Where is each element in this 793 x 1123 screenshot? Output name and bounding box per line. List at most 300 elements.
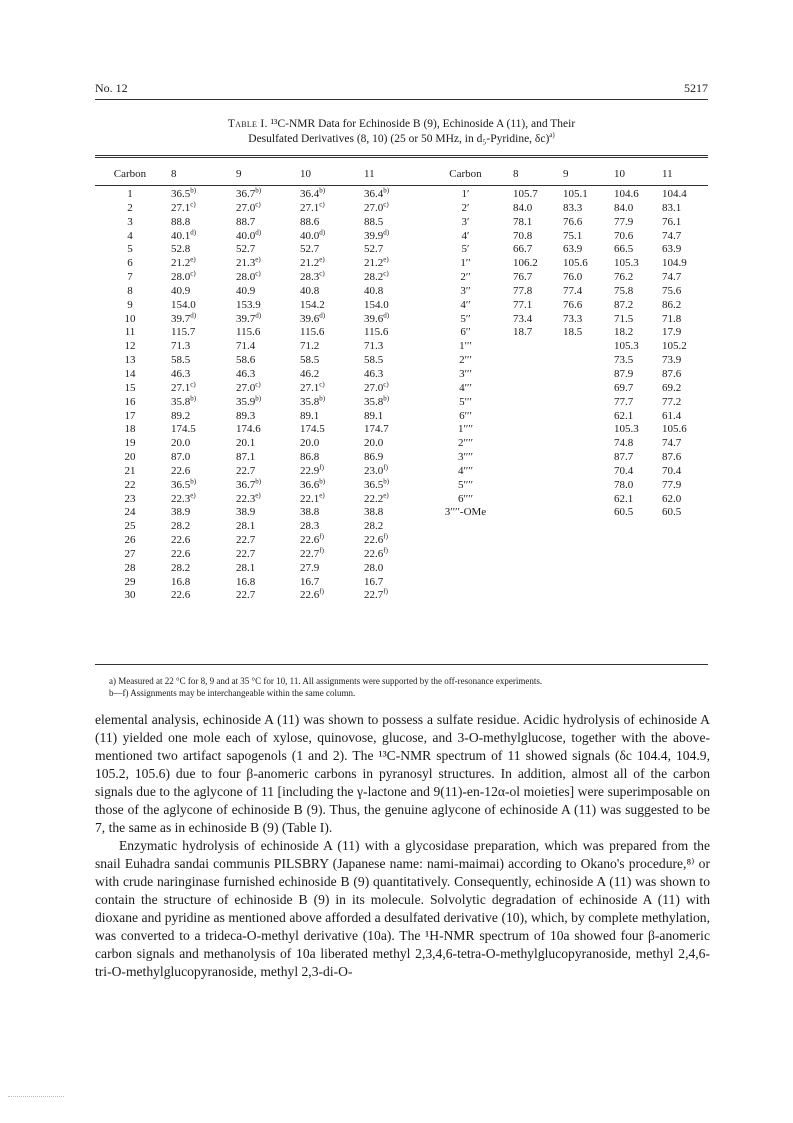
sugar-shift-cell (614, 562, 662, 576)
shift-value-cell (230, 188, 294, 202)
sugar-shift-cell: 86.2 (662, 298, 682, 311)
shift-value-cell (165, 396, 230, 410)
shift-value: 27.0 (236, 201, 256, 214)
shift-value-cell (294, 437, 358, 451)
shift-value-cell (165, 257, 230, 271)
sugar-shift-cell: 87.7 (614, 451, 634, 464)
shift-value-cell (165, 216, 230, 230)
shift-value-cell (294, 382, 358, 396)
shift-value: 46.2 (300, 367, 320, 380)
shift-value: 115.6 (300, 326, 325, 339)
shift-value-cell (358, 506, 418, 520)
carbon-number-cell: 20 (124, 451, 136, 464)
shift-value-cell (230, 562, 294, 576)
shift-value: 40.1 (171, 229, 191, 242)
carbon-number-cell: 21 (124, 464, 136, 477)
shift-value: 21.2 (364, 257, 384, 270)
header-carbon-left: Carbon (113, 167, 147, 180)
table-row (95, 243, 708, 257)
shift-value: 39.7 (171, 312, 191, 325)
carbon-number-cell: 3 (127, 215, 133, 228)
shift-value-cell (165, 490, 230, 507)
carbon-number-cell: 6 (127, 257, 133, 270)
assignment-mark: c) (383, 200, 389, 209)
assignment-mark: b) (383, 186, 390, 195)
assignment-mark: f) (383, 532, 388, 541)
sugar-shift-cell (614, 589, 662, 603)
shift-value: 16.8 (171, 575, 191, 588)
assignment-mark: e) (319, 490, 325, 499)
table-row (95, 423, 708, 437)
shift-value-cell (165, 437, 230, 451)
shift-value: 22.7 (300, 547, 320, 560)
sugar-shift-cell: 76.1 (662, 215, 682, 228)
carbon-number-cell: 18 (124, 423, 136, 436)
sugar-carbon-cell: 6′′ (460, 326, 471, 339)
table-header-row (95, 164, 708, 188)
shift-value-cell (294, 227, 358, 244)
shift-value-cell (294, 188, 358, 202)
sugar-shift-cell: 62.0 (662, 492, 682, 505)
shift-value-cell (165, 299, 230, 313)
sugar-shift-cell: 76.2 (614, 271, 634, 284)
sugar-shift-cell (563, 437, 614, 451)
table-row (95, 410, 708, 424)
table-footnotes (95, 675, 708, 699)
table-row (95, 285, 708, 299)
assignment-mark: f) (319, 532, 324, 541)
sugar-shift-cell (513, 396, 563, 410)
sugar-shift-cell: 77.9 (614, 215, 634, 228)
sugar-shift-cell (513, 493, 563, 507)
sugar-shift-cell: 69.7 (614, 381, 634, 394)
sugar-shift-cell: 77.4 (563, 284, 583, 297)
sugar-shift-cell (513, 576, 563, 590)
sugar-shift-cell: 105.6 (662, 423, 687, 436)
body-text (95, 711, 710, 981)
assignment-mark: c) (319, 380, 325, 389)
shift-value-cell (358, 340, 418, 354)
shift-value: 39.9 (364, 229, 384, 242)
header-compound-9-right: 9 (563, 167, 569, 180)
shift-value-cell (358, 562, 418, 576)
shift-value: 23.0 (364, 464, 384, 477)
shift-value: 22.9 (300, 464, 320, 477)
sugar-shift-cell: 74.7 (662, 437, 682, 450)
assignment-mark: f) (383, 587, 388, 596)
shift-value-cell (358, 490, 418, 507)
header-compound-11-right: 11 (662, 167, 673, 180)
shift-value: 27.0 (364, 201, 384, 214)
sugar-carbon-cell: 1′′′′ (457, 423, 474, 436)
shift-value-cell (165, 227, 230, 244)
assignment-mark: f) (319, 463, 324, 472)
sugar-shift-cell: 70.4 (662, 464, 682, 477)
shift-value-cell (294, 465, 358, 479)
shift-value: 20.0 (171, 437, 191, 450)
shift-value-cell (294, 520, 358, 534)
sugar-shift-cell (614, 548, 662, 562)
shift-value: 35.9 (236, 395, 256, 408)
shift-value: 39.6 (300, 312, 320, 325)
shift-value: 89.1 (364, 409, 384, 422)
sugar-shift-cell: 77.7 (614, 395, 634, 408)
shift-value: 71.3 (171, 340, 191, 353)
table-row (95, 506, 708, 520)
sugar-carbon-cell: 3′′′′-OMe (444, 506, 487, 519)
shift-value: 21.3 (236, 257, 256, 270)
assignment-mark: c) (255, 200, 261, 209)
sugar-shift-cell (513, 368, 563, 382)
header-compound-11-left: 11 (364, 167, 375, 180)
shift-value-cell (165, 188, 230, 202)
shift-value-cell (294, 310, 358, 327)
header-compound-10-left: 10 (300, 167, 311, 180)
sugar-shift-cell (513, 520, 563, 534)
shift-value: 22.3 (171, 492, 191, 505)
shift-value-cell (230, 396, 294, 410)
assignment-mark: e) (383, 255, 389, 264)
shift-value: 27.9 (300, 561, 320, 574)
sugar-shift-cell: 83.1 (662, 201, 682, 214)
shift-value-cell (230, 257, 294, 271)
shift-value: 22.6 (364, 547, 384, 560)
table-row (95, 479, 708, 493)
sugar-carbon-cell: 3′′′′ (457, 451, 474, 464)
sugar-shift-cell: 61.4 (662, 409, 682, 422)
sugar-shift-cell: 77.8 (513, 284, 533, 297)
table-row (95, 562, 708, 576)
sugar-shift-cell: 104.9 (662, 257, 687, 270)
shift-value: 22.7 (236, 547, 256, 560)
table-top-rule (95, 155, 708, 158)
sugar-shift-cell (513, 562, 563, 576)
sugar-shift-cell (563, 340, 614, 354)
sugar-shift-cell (513, 506, 563, 520)
sugar-shift-cell (662, 589, 708, 603)
sugar-carbon-cell: 4′′ (460, 298, 471, 311)
shift-value: 38.9 (236, 506, 256, 519)
sugar-shift-cell: 63.9 (662, 243, 682, 256)
caption-text-2: Desulfated Derivatives (8, 10) (25 or 50 MHz, in d₅-Pyridine, δc) (248, 133, 550, 145)
shift-value: 21.2 (300, 257, 320, 270)
shift-value: 40.0 (236, 229, 256, 242)
shift-value-cell (294, 271, 358, 285)
carbon-number-cell: 26 (124, 534, 136, 547)
shift-value: 115.7 (171, 326, 196, 339)
carbon-number-cell: 11 (124, 326, 136, 339)
shift-value: 40.9 (171, 284, 191, 297)
carbon-number-cell: 8 (127, 284, 133, 297)
sugar-shift-cell: 18.5 (563, 326, 583, 339)
carbon-number-cell: 15 (124, 381, 136, 394)
carbon-number-cell: 24 (124, 506, 136, 519)
shift-value-cell (358, 285, 418, 299)
shift-value-cell (165, 368, 230, 382)
shift-value: 52.7 (364, 243, 384, 256)
shift-value: 46.3 (236, 367, 256, 380)
table-body (95, 188, 708, 603)
assignment-mark: c) (319, 269, 325, 278)
shift-value-cell (165, 340, 230, 354)
assignment-mark: e) (255, 490, 261, 499)
sugar-shift-cell: 70.8 (513, 229, 533, 242)
sugar-shift-cell (563, 423, 614, 437)
table-row (95, 534, 708, 548)
sugar-shift-cell: 104.6 (614, 188, 639, 200)
shift-value: 115.6 (364, 326, 389, 339)
table-row (95, 576, 708, 590)
nmr-data-table (95, 164, 708, 603)
sugar-shift-cell: 87.6 (662, 451, 682, 464)
sugar-shift-cell: 76.6 (563, 298, 583, 311)
shift-value-cell (230, 548, 294, 562)
shift-value-cell (294, 506, 358, 520)
shift-value: 16.7 (300, 575, 320, 588)
sugar-shift-cell: 104.4 (662, 188, 687, 200)
sugar-shift-cell: 105.7 (513, 188, 538, 200)
shift-value: 36.5 (171, 478, 191, 491)
assignment-mark: c) (255, 380, 261, 389)
shift-value-cell (230, 285, 294, 299)
sugar-shift-cell: 76.6 (563, 215, 583, 228)
shift-value-cell (230, 354, 294, 368)
shift-value-cell (294, 285, 358, 299)
shift-value: 36.7 (236, 478, 256, 491)
sugar-shift-cell (614, 534, 662, 548)
paragraph-1: elemental analysis, echinoside A (11) was shown to possess a sulfate residue. Acidic hydrolysis of echinoside A (11) yielded one mole each of xylose, quinovose, glucose, and 3-O-methylglucose, together with the above-mentioned two artifact sapogenols (1 and 2). The ¹³C-NMR spectrum of 11 showed signals (δc 104.4, 104.9, 105.2, 105.6) due to four β-anomeric carbons in pyranosyl structures. In addition, almost all of the carbon signals due to the aglycone of 11 [including the γ-lactone and 9(11)-en-12α-ol moieties] were superimposable on those of the aglycone of echinoside B (9). Thus, the genuine aglycone of echinoside A (11) was suggested to be 7, the same as in echinoside B (9) (Table I). (95, 712, 710, 835)
sugar-carbon-cell: 4′ (461, 229, 470, 242)
assignment-mark: f) (383, 546, 388, 555)
paragraph-2: Enzymatic hydrolysis of echinoside A (11) with a glycosidase preparation, which was prepared from the snail Euhadra sandai communis PILSBRY (Japanese name: nami-maimai) according to Okano's procedure,⁸⁾ or with crude naringinase furnished echinoside B (9) quantitatively. Consequently, echinoside A (11) was shown to contain the structure of echinoside B (9) in its molecule. Solvolytic degradation of echinoside A (11) with dioxane and pyridine as mentioned above afforded a desulfated derivative (10), which, by complete methylation, was converted to a trideca-O-methyl derivative (10a). The ¹H-NMR spectrum of 10a showed four β-anomeric carbon signals and methanolysis of 10a liberated methyl 2,3,4,6-tetra-O-methylglucopyranoside, methyl 2,4,6-tri-O-methylglucopyranoside, methyl 2,3-di-O- (95, 838, 710, 979)
table-row (95, 382, 708, 396)
sugar-shift-cell: 73.5 (614, 354, 634, 367)
assignment-mark: c) (190, 269, 196, 278)
shift-value: 40.9 (236, 284, 256, 297)
table-row (95, 396, 708, 410)
carbon-number-cell: 7 (127, 271, 133, 284)
shift-value: 58.5 (171, 354, 191, 367)
shift-value: 154.0 (364, 298, 389, 311)
sugar-carbon-cell: 5′ (461, 243, 470, 256)
table-row (95, 465, 708, 479)
shift-value: 35.8 (300, 395, 320, 408)
assignment-mark: b) (383, 477, 390, 486)
sugar-carbon-cell: 4′′′ (459, 381, 472, 394)
shift-value-cell (358, 451, 418, 465)
table-row (95, 493, 708, 507)
sugar-shift-cell: 18.7 (513, 326, 533, 339)
caption-label: Table I. (227, 118, 268, 130)
sugar-shift-cell (513, 410, 563, 424)
shift-value: 28.3 (300, 520, 320, 533)
shift-value: 40.8 (364, 284, 384, 297)
table-row (95, 340, 708, 354)
sugar-carbon-cell: 6′′′ (459, 409, 472, 422)
shift-value: 46.3 (171, 367, 191, 380)
sugar-carbon-cell: 2′′′ (459, 354, 472, 367)
shift-value-cell (230, 243, 294, 257)
sugar-shift-cell: 105.1 (563, 188, 588, 200)
carbon-number-cell: 1 (127, 188, 133, 200)
shift-value: 27.1 (171, 201, 191, 214)
table-row (95, 299, 708, 313)
shift-value: 36.4 (364, 188, 384, 200)
carbon-number-cell: 25 (124, 520, 136, 533)
shift-value: 20.0 (364, 437, 384, 450)
shift-value: 22.6 (300, 534, 320, 547)
carbon-number-cell: 23 (124, 492, 136, 505)
shift-value-cell (230, 479, 294, 493)
sugar-shift-cell: 60.5 (614, 506, 634, 519)
shift-value-cell (358, 423, 418, 437)
sugar-shift-cell: 73.9 (662, 354, 682, 367)
shift-value-cell (358, 310, 418, 327)
shift-value-cell (358, 589, 418, 603)
shift-value: 88.6 (300, 215, 320, 228)
shift-value: 52.7 (236, 243, 256, 256)
sugar-shift-cell: 75.1 (563, 229, 583, 242)
shift-value-cell (165, 271, 230, 285)
sugar-carbon-cell: 3′ (461, 215, 470, 228)
assignment-mark: b) (255, 477, 262, 486)
shift-value-cell (230, 326, 294, 340)
shift-value: 20.0 (300, 437, 320, 450)
shift-value-cell (230, 490, 294, 507)
sugar-carbon-cell (418, 576, 513, 590)
sugar-shift-cell: 60.5 (662, 506, 682, 519)
shift-value: 21.2 (171, 257, 191, 270)
sugar-shift-cell: 74.8 (614, 437, 634, 450)
shift-value-cell (165, 243, 230, 257)
sugar-shift-cell: 84.0 (513, 201, 533, 214)
shift-value: 71.2 (300, 340, 320, 353)
shift-value-cell (358, 227, 418, 244)
sugar-shift-cell (563, 576, 614, 590)
shift-value: 28.2 (171, 561, 191, 574)
sugar-shift-cell: 74.7 (662, 229, 682, 242)
shift-value-cell (358, 576, 418, 590)
sugar-shift-cell (563, 589, 614, 603)
shift-value-cell (358, 271, 418, 285)
shift-value-cell (294, 576, 358, 590)
shift-value-cell (358, 354, 418, 368)
shift-value-cell (294, 216, 358, 230)
shift-value-cell (230, 271, 294, 285)
sugar-shift-cell: 105.3 (614, 423, 639, 436)
shift-value: 71.4 (236, 340, 256, 353)
shift-value: 58.5 (300, 354, 320, 367)
shift-value-cell (358, 548, 418, 562)
sugar-carbon-cell (418, 589, 513, 603)
shift-value: 71.3 (364, 340, 384, 353)
shift-value-cell (358, 410, 418, 424)
shift-value-cell (165, 534, 230, 548)
sugar-shift-cell: 62.1 (614, 409, 634, 422)
shift-value: 28.0 (364, 561, 384, 574)
shift-value: 89.2 (171, 409, 191, 422)
sugar-shift-cell: 83.3 (563, 201, 583, 214)
shift-value-cell (294, 354, 358, 368)
assignment-mark: d) (190, 310, 197, 319)
shift-value: 27.1 (300, 381, 320, 394)
sugar-shift-cell: 76.0 (563, 271, 583, 284)
table-row (95, 437, 708, 451)
sugar-shift-cell (662, 562, 708, 576)
assignment-mark: e) (319, 255, 325, 264)
shift-value: 27.0 (236, 381, 256, 394)
shift-value: 86.9 (364, 451, 384, 464)
caption-line-1 (95, 117, 708, 132)
page-number: 5217 (684, 81, 708, 95)
header-rule (95, 99, 708, 100)
footnote-b: b—f) Assignments may be interchangeable within the same column. (109, 688, 356, 698)
sugar-shift-cell: 63.9 (563, 243, 583, 256)
shift-value-cell (294, 410, 358, 424)
table-row (95, 451, 708, 465)
assignment-mark: d) (319, 310, 326, 319)
sugar-shift-cell: 77.2 (662, 395, 682, 408)
shift-value-cell (358, 534, 418, 548)
shift-value-cell (230, 299, 294, 313)
sugar-shift-cell: 70.6 (614, 229, 634, 242)
carbon-number-cell: 16 (124, 395, 136, 408)
assignment-mark: c) (190, 200, 196, 209)
shift-value: 22.6 (171, 534, 191, 547)
shift-value: 52.7 (300, 243, 320, 256)
table-bottom-rule (95, 664, 708, 665)
shift-value: 22.2 (364, 492, 384, 505)
shift-value: 39.6 (364, 312, 384, 325)
sugar-shift-cell: 84.0 (614, 201, 634, 214)
assignment-mark: d) (319, 227, 326, 236)
sugar-shift-cell (563, 465, 614, 479)
sugar-shift-cell: 17.9 (662, 326, 682, 339)
shift-value-cell (358, 326, 418, 340)
assignment-mark: c) (190, 380, 196, 389)
table-row (95, 257, 708, 271)
shift-value: 28.0 (236, 271, 256, 284)
shift-value-cell (165, 548, 230, 562)
assignment-mark: b) (319, 394, 326, 402)
sugar-shift-cell (513, 589, 563, 603)
shift-value-cell (230, 340, 294, 354)
shift-value: 46.3 (364, 367, 384, 380)
shift-value-cell (165, 465, 230, 479)
shift-value: 36.5 (364, 478, 384, 491)
shift-value: 40.0 (300, 229, 320, 242)
sugar-shift-cell (563, 396, 614, 410)
sugar-shift-cell: 77.1 (513, 298, 533, 311)
sugar-carbon-cell: 1′′′ (459, 340, 472, 353)
shift-value-cell (230, 310, 294, 327)
table-row (95, 202, 708, 216)
sugar-shift-cell (563, 382, 614, 396)
assignment-mark: c) (383, 269, 389, 278)
shift-value: 28.0 (171, 271, 191, 284)
assignment-mark: d) (255, 310, 262, 319)
sugar-shift-cell (563, 410, 614, 424)
assignment-mark: e) (190, 490, 196, 499)
sugar-shift-cell (662, 576, 708, 590)
shift-value: 22.6 (171, 589, 191, 602)
table-row (95, 188, 708, 202)
shift-value-cell (294, 202, 358, 216)
sugar-shift-cell: 66.5 (614, 243, 634, 256)
shift-value: 16.8 (236, 575, 256, 588)
carbon-number-cell: 2 (127, 201, 133, 214)
shift-value-cell (230, 520, 294, 534)
